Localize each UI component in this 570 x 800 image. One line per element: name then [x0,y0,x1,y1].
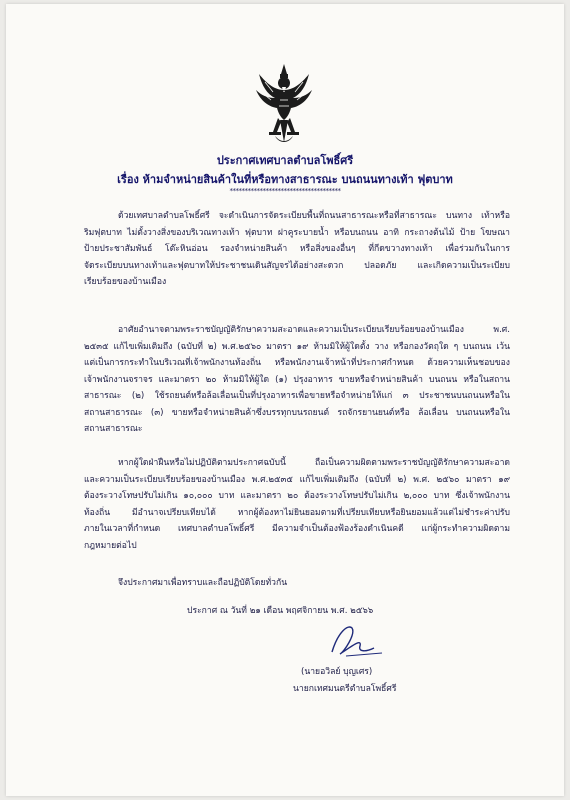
paragraph-closing [84,575,510,592]
text-line: และความเป็นระเบียบเรียบร้อยของบ้านเมือง พ.ศ.๒๕๓๕ แก้ไขเพิ่มเติมถึง (ฉบับที่ ๒) พ.ศ. ๒๕๖๐ มาตรา ๑๙ [84,474,510,485]
announcement-date: ประกาศ ณ วันที่ ๒๑ เดือน พฤศจิกายน พ.ศ. ๒๕๖๖ [187,606,374,616]
paragraph-purpose [84,208,510,291]
signer-name: (นายอวิลย์ บุญเศร) [301,667,373,677]
text-line: กฎหมายต่อไป [84,540,137,551]
text-line: เรียบร้อยของบ้านเมือง [84,277,167,287]
text-line: ป้ายประชาสัมพันธ์ โต๊ะหินอ่อน รองจำหน่ายสินค้า หรือสิ่งของอื่นๆ ที่กีดขวางทางเท้า เพื่อร่วมกันในการ [84,244,510,254]
text-line: อาศัยอำนาจตามพระราชบัญญัติรักษาความสะอาดและความเป็นระเบียบเรียบร้อยของบ้านเมือง พ.ศ. [118,325,510,335]
text-line: หากผู้ใดฝ่าฝืนหรือไม่ปฏิบัติตามประกาศฉบับนี้ ถือเป็นความผิดตามพระราชบัญญัติรักษาความสะอาด [118,458,510,468]
text-line: ด้วยเทศบาลตำบลโพธิ์ศรี จะดำเนินการจัดระเบียบพื้นที่ถนนสาธารณะหรือที่สาธารณะ บนทาง เท้าหรือ [118,211,510,221]
text-line: แต่เป็นการกระทำในบริเวณที่เจ้าพนักงานท้องถิ่น หรือพนักงานเจ้าหน้าที่ประกาศกำหนด ด้วยความเห็นชอบของ [84,358,510,368]
text-line: ต้องระวางโทษปรับไม่เกิน ๑๐,๐๐๐ บาท และมาตรา ๒๐ ต้องระวางโทษปรับไม่เกิน ๒,๐๐๐ บาท ซึ่งเจ้าพนักงาน [84,491,510,501]
text-line: เจ้าพนักงานจราจร และมาตรา ๒๐ ห้ามมิให้ผู้ใด (๑) ปรุงอาหาร ขายหรือจำหน่ายสินค้า บนถนน หรือในสถาน [84,374,510,385]
text-line: สาธารณะ (๒) ใช้รถยนต์หรือล้อเลื่อนเป็นที่ปรุงอาหารเพื่อขายหรือจำหน่ายให้แก่ ๓ ประชาชนบนถนนหรือใน [84,391,510,401]
announcement-subject: เรื่อง ห้ามจำหน่ายสินค้าในที่หรือทางสาธารณะ บนถนนทางเท้า ฟุตบาท [117,173,453,186]
announcement-title: ประกาศเทศบาลตำบลโพธิ์ศรี [216,154,354,167]
text-line: ท้องถิ่น มีอำนาจเปรียบเทียบได้ หากผู้ต้องหาไม่ยินยอมตามที่เปรียบเทียบหรือยินยอมแล้วแต่ไม่ชำระค่าปรับ [84,507,510,518]
signature-icon [322,622,392,662]
text-line: ภายในเวลาที่กำหนด เทศบาลตำบลโพธิ์ศรี มีความจำเป็นต้องฟ้องร้องดำเนินคดี แก่ผู้กระทำความผิดตาม [84,524,510,534]
signer-position: นายกเทศมนตรีตำบลโพธิ์ศรี [293,684,397,694]
text-line: จึงประกาศมาเพื่อทราบและถือปฏิบัติโดยทั่วกัน [118,578,288,588]
text-line: ๒๕๓๕ แก้ไขเพิ่มเติมถึง (ฉบับที่ ๒) พ.ศ.๒๕๖๐ มาตรา ๑๙ ห้ามมิให้ผู้ใดตั้ง วาง หรือกองวัตถุใด ๆ บนถนน เว้น [84,341,510,352]
paragraph-penalties [84,455,510,554]
text-line: สถานสาธารณะ (๓) ขายหรือจำหน่ายสินค้าซึ่งบรรทุกบนรถยนต์ รถจักรยานยนต์หรือ ล้อเลื่อน บนถนนหรือใน [84,407,510,418]
text-line: สถานสาธารณะ [84,424,143,434]
paragraph-legal-authority [84,322,510,438]
text-line: จัดระเบียบบนทางเท้าและฟุตบาทให้ประชาชนเดินสัญจรได้อย่างสะดวก ปลอดภัย และเกิดความเป็นระเบียบ [84,260,510,271]
garuda-emblem-icon [253,62,315,146]
text-line: ริมฟุตบาท ไม่ตั้งวางสิ่งของบริเวณทางเท้า ฟุตบาท ฝาคูระบายน้ำ หรือบนถนน อาทิ กระถางต้นไม้ ป้าย โฆษณา [84,227,510,238]
separator-line: ************************************* [229,187,341,195]
